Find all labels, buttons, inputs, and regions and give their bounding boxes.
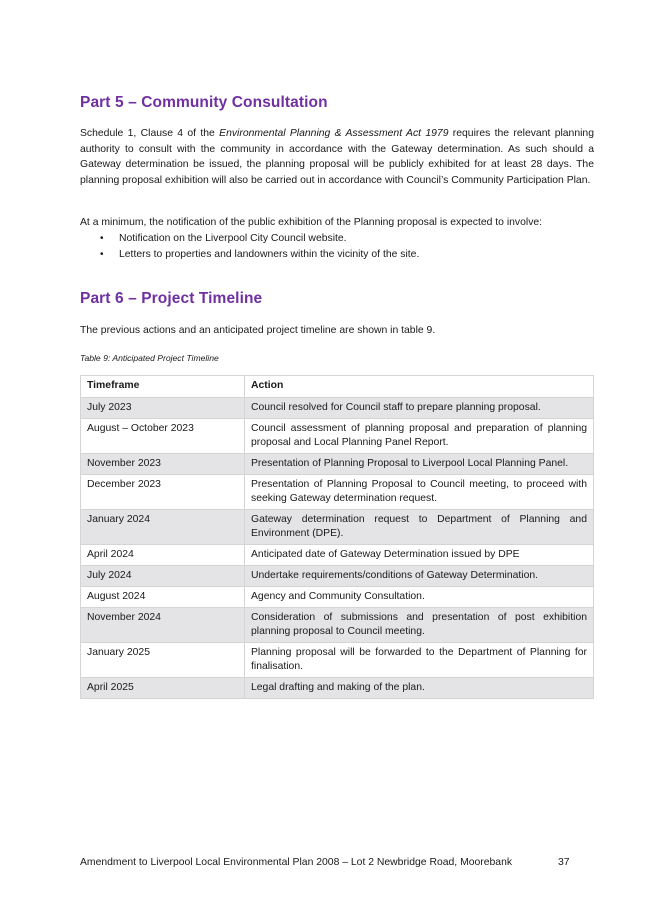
timeframe-cell: August 2024 [81, 587, 245, 608]
list-item-text: Notification on the Liverpool City Council website. [119, 233, 347, 244]
timeframe-cell: December 2023 [81, 475, 245, 510]
header-action: Action [245, 376, 594, 398]
bullet-icon: • [100, 248, 104, 260]
minimum-intro: At a minimum, the notification of the public exhibition of the Planning proposal is expected to involve: [80, 217, 543, 228]
action-cell: Planning proposal will be forwarded to the Department of Planning for finalisation. [245, 643, 594, 678]
table-row [81, 566, 594, 587]
table-row [81, 587, 594, 608]
action-cell: Agency and Community Consultation. [245, 587, 594, 608]
timeframe-cell: January 2025 [81, 643, 245, 678]
table-row [81, 643, 594, 678]
table-row [81, 608, 594, 643]
part5-para-start: Schedule 1, Clause 4 of the [80, 128, 220, 139]
table-row [81, 454, 594, 475]
table-row [81, 398, 594, 419]
header-timeframe: Timeframe [81, 376, 245, 398]
action-cell: Legal drafting and making of the plan. [245, 678, 594, 699]
table-row [81, 475, 594, 510]
page-footer [80, 857, 570, 868]
table-row [81, 678, 594, 699]
act-title: Environmental Planning & Assessment Act 1979 [219, 128, 449, 139]
timeframe-cell: January 2024 [81, 510, 245, 545]
action-cell: Undertake requirements/conditions of Gateway Determination. [245, 566, 594, 587]
part5-para-end: requires the relevant planning authority to consult with the community in accordance with the Gateway determination. As such should a Gateway determination be issued, the planning proposal will be publicly exhibited for at least 28 days. The planning proposal exhibition will also be carried out in accordance with Council’s Community Participation Plan. [80, 128, 594, 186]
bullet-icon: • [100, 233, 104, 244]
action-cell: Presentation of Planning Proposal to Liverpool Local Planning Panel. [245, 454, 594, 475]
timeline-table [80, 375, 594, 699]
table-header-row [81, 376, 594, 398]
part5-paragraph [80, 126, 594, 188]
action-cell: Gateway determination request to Department of Planning and Environment (DPE). [245, 510, 594, 545]
timeframe-cell: November 2024 [81, 608, 245, 643]
timeframe-cell: August – October 2023 [81, 419, 245, 454]
part5-heading: Part 5 – Community Consultation [80, 94, 328, 111]
timeframe-cell: April 2024 [81, 545, 245, 566]
part6-heading: Part 6 – Project Timeline [80, 290, 263, 307]
timeframe-cell: July 2024 [81, 566, 245, 587]
action-cell: Presentation of Planning Proposal to Council meeting, to proceed with seeking Gateway determination request. [245, 475, 594, 510]
table-row [81, 510, 594, 545]
action-cell: Council assessment of planning proposal and preparation of planning proposal and Local Planning Panel Report. [245, 419, 594, 454]
timeframe-cell: July 2023 [81, 398, 245, 419]
timeframe-cell: November 2023 [81, 454, 245, 475]
footer-title: Amendment to Liverpool Local Environmental Plan 2008 – Lot 2 Newbridge Road, Moorebank [80, 857, 513, 868]
timeframe-cell: April 2025 [81, 678, 245, 699]
table-row [81, 419, 594, 454]
table-row [81, 545, 594, 566]
notification-list [80, 231, 419, 262]
part6-intro: The previous actions and an anticipated project timeline are shown in table 9. [80, 325, 436, 336]
list-item [80, 247, 419, 263]
action-cell: Council resolved for Council staff to prepare planning proposal. [245, 398, 594, 419]
action-cell: Consideration of submissions and presentation of post exhibition planning proposal to Council meeting. [245, 608, 594, 643]
table-caption: Table 9: Anticipated Project Timeline [80, 353, 219, 363]
list-item [80, 231, 419, 247]
list-item-text: Letters to properties and landowners within the vicinity of the site. [119, 248, 420, 260]
page-number: 37 [558, 857, 570, 868]
action-cell: Anticipated date of Gateway Determination issued by DPE [245, 545, 594, 566]
